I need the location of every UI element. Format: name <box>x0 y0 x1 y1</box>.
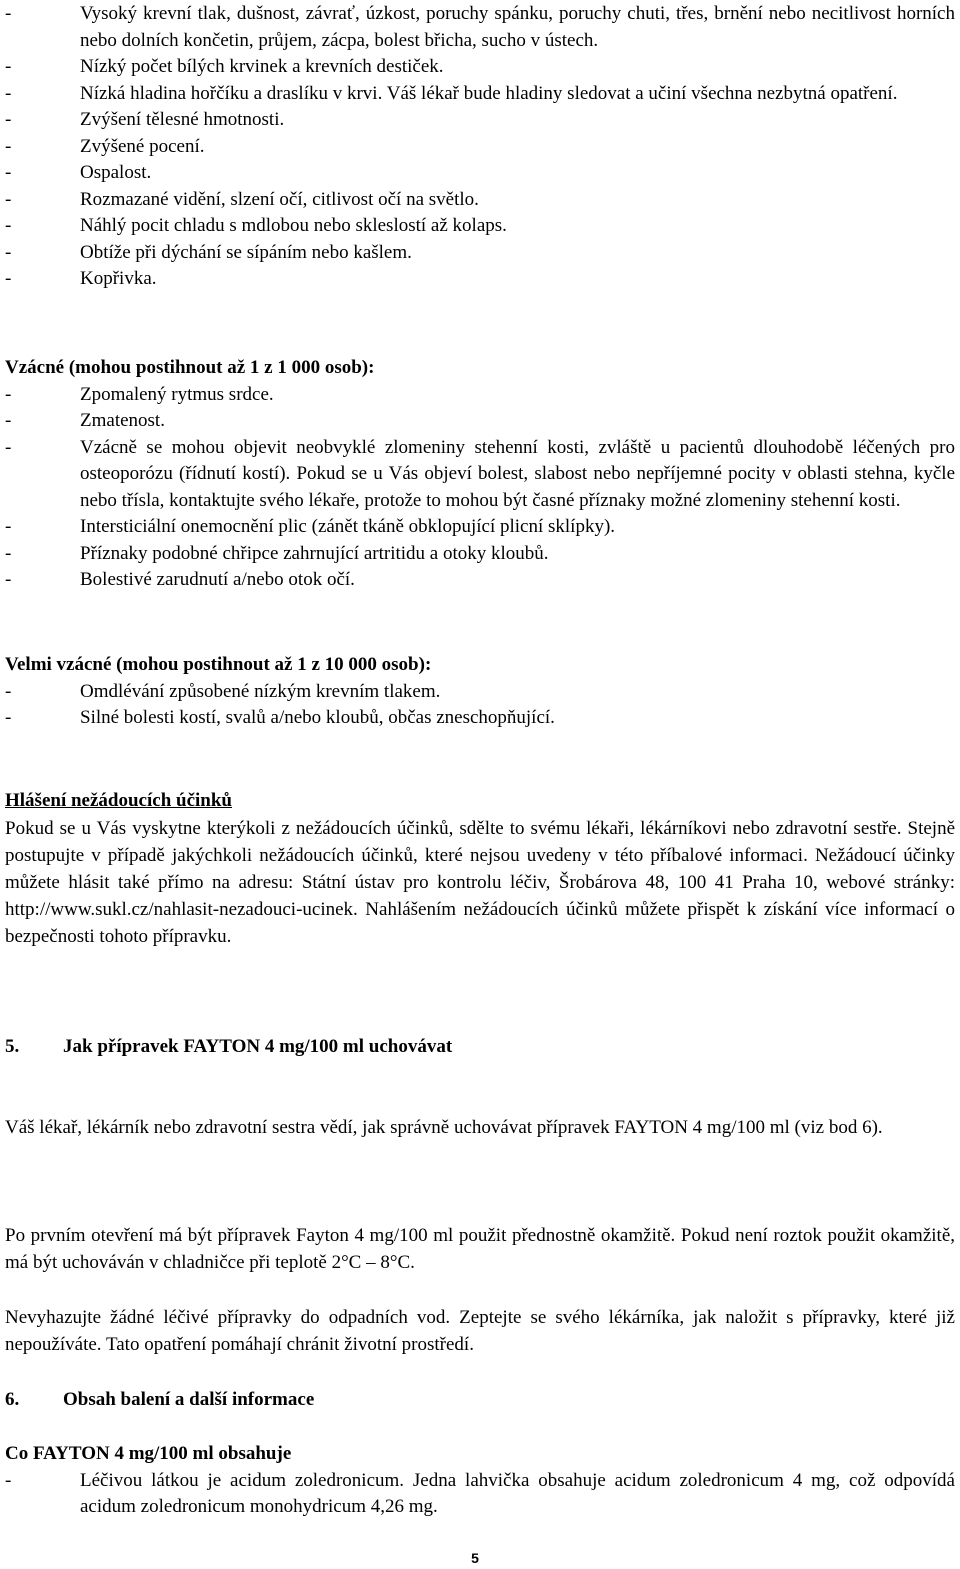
very-rare-heading: Velmi vzácné (mohou postihnout až 1 z 10 000 osob): <box>5 654 432 675</box>
list-item: - Vzácně se mohou objevit neobvyklé zlomeniny stehenní kosti, zvláště u pacientů dlouhodobě léčených pro osteoporózu (řídnutí kostí). Pokud se u Vás objeví bolest, slabost nebo nepříjemné pocity v oblasti stehna, kyčle nebo třísla, kontaktujte svého lékaře, protože to mohou být časné příznaky možné zlomeniny stehenní kosti. <box>5 436 955 511</box>
section-number: 5. <box>5 1036 20 1057</box>
list-item: - Bolestivé zarudnutí a/nebo otok očí. <box>5 569 355 590</box>
list-item: - Náhlý pocit chladu s mdlobou nebo skleslostí až kolaps. <box>5 215 507 236</box>
side-effects-list-common <box>5 1 955 293</box>
list-item: - Silné bolesti kostí, svalů a/nebo kloubů, občas zneschopňující. <box>5 707 555 728</box>
side-effects-very-rare <box>5 652 955 732</box>
contents-subheading: Co FAYTON 4 mg/100 ml obsahuje <box>5 1443 292 1464</box>
list-item: - Vysoký krevní tlak, dušnost, závrať, úzkost, poruchy spánku, poruchy chuti, třes, brnění nebo necitlivost horních nebo dolních končetin, průjem, zácpa, bolest břicha, sucho v ústech. <box>5 3 955 51</box>
section-5-paragraph-3: Nevyhazujte žádné léčivé přípravky do odpadních vod. Zeptejte se svého lékárníka, jak naložit s přípravky, které již nepoužíváte. Tato opatření pomáhají chránit životní prostředí. <box>5 1307 955 1356</box>
list-item: - Zpomalený rytmus srdce. <box>5 383 274 405</box>
list-item: - Zvýšení tělesné hmotnosti. <box>5 109 285 130</box>
list-item: - Rozmazané vidění, slzení očí, citlivost očí na světlo. <box>5 188 479 210</box>
list-item: - Zvýšené pocení. <box>5 135 205 157</box>
list-item: - Intersticiální onemocnění plic (zánět tkáně obklopující plicní sklípky). <box>5 516 616 537</box>
section-title: Jak přípravek FAYTON 4 mg/100 ml uchovávat <box>63 1036 453 1057</box>
reporting-section <box>5 788 955 951</box>
list-item: - Obtíže při dýchání se sípáním nebo kašlem. <box>5 241 412 263</box>
list-item: - Zmatenost. <box>5 410 165 431</box>
section-5-paragraph-1: Váš lékař, lékárník nebo zdravotní sestra vědí, jak správně uchovávat přípravek FAYTON 4 mg/100 ml (viz bod 6). <box>5 1117 883 1138</box>
section-number: 6. <box>5 1389 20 1410</box>
list-item: - Omdlévání způsobené nízkým krevním tlakem. <box>5 680 441 702</box>
list-item: - Příznaky podobné chřipce zahrnující artritidu a otoky kloubů. <box>5 542 549 564</box>
list-item: - Ospalost. <box>5 162 152 183</box>
side-effects-rare <box>5 355 955 594</box>
section-6-contents <box>5 1441 955 1521</box>
page-number: 5 <box>471 1550 479 1566</box>
section-6-heading <box>5 1387 955 1414</box>
reporting-text: Pokud se u Vás vyskytne kterýkoli z nežádoucích účinků, sdělte to svému lékaři, lékárníkovi nebo zdravotní sestře. Stejně postupujte v případě jakýchkoli nežádoucích účinků, které nejsou uvedeny v této příbalové informaci. Nežádoucí účinky můžete hlásit také přímo na adresu: Státní ústav pro kontrolu léčiv, Šrobárova 48, 100 41 Praha 10, webové stránky: http://www.sukl.cz/nahlasit-nezadouci-ucinek. Nahlášením nežádoucích účinků můžete přispět k získání více informací o bezpečnosti tohoto přípravku. <box>5 817 955 948</box>
list-item: - Léčivou látkou je acidum zoledronicum. Jedna lahvička obsahuje acidum zoledronicum 4 mg, což odpovídá acidum zoledronicum monohydricum 4,26 mg. <box>5 1469 955 1517</box>
section-5-heading <box>5 1034 955 1061</box>
list-item: - Kopřivka. <box>5 268 157 289</box>
section-title: Obsah balení a další informace <box>63 1389 315 1410</box>
list-item: - Nízká hladina hořčíku a draslíku v krvi. Váš lékař bude hladiny sledovat a učiní všechna nezbytná opatření. <box>5 82 898 104</box>
section-5-paragraph-2: Po prvním otevření má být přípravek Fayton 4 mg/100 ml použit přednostně okamžitě. Pokud není roztok použit okamžitě, má být uchováván v chladničce při teplotě 2°C – 8°C. <box>5 1225 955 1274</box>
reporting-heading: Hlášení nežádoucích účinků <box>5 790 232 811</box>
list-item: - Nízký počet bílých krvinek a krevních destiček. <box>5 56 444 77</box>
rare-heading: Vzácné (mohou postihnout až 1 z 1 000 osob): <box>5 357 375 378</box>
